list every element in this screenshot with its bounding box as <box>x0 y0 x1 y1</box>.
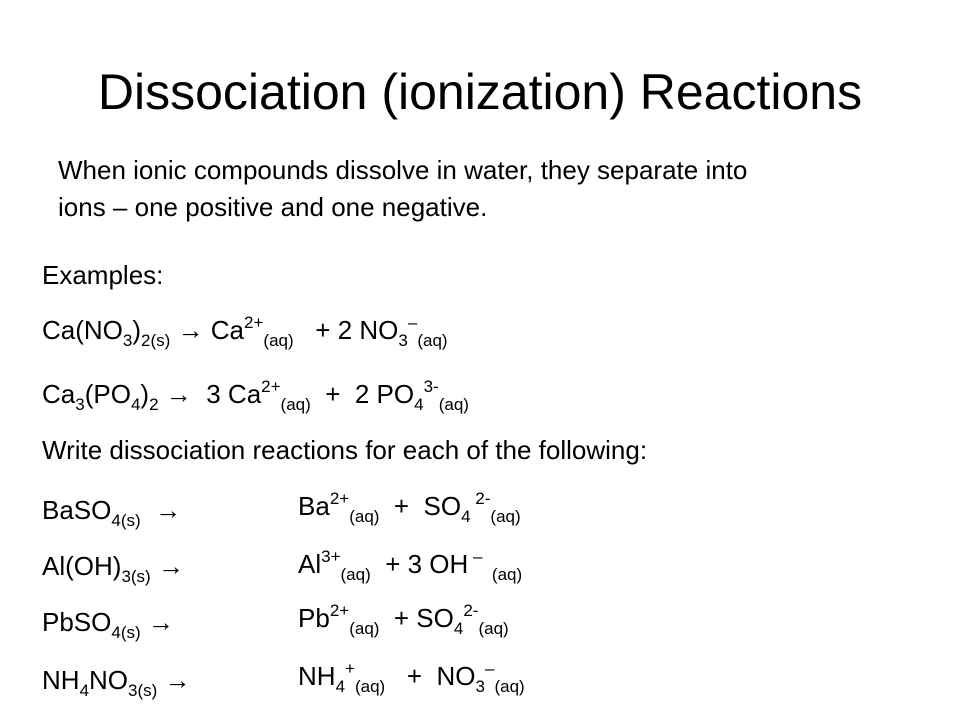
subscript: 3 <box>398 331 408 350</box>
subscript: 4 <box>130 395 141 414</box>
subscript: 4 <box>335 677 346 696</box>
superscript: – <box>407 313 418 332</box>
formula-text: ) <box>132 315 142 345</box>
formula-text: + 3 OH <box>370 549 469 579</box>
exercise-reactant-2 <box>42 550 184 586</box>
formula-text: + NO <box>385 661 476 691</box>
formula-text: + SO <box>379 491 462 521</box>
superscript: – <box>484 659 495 678</box>
exercise-products-3 <box>298 601 509 638</box>
subscript: 4 <box>414 395 424 414</box>
exercise-products-4 <box>298 659 525 696</box>
intro-paragraph <box>58 152 938 226</box>
formula-text: PbSO <box>42 607 112 637</box>
superscript: 2+ <box>329 489 350 508</box>
superscript: 2- <box>470 489 491 508</box>
subscript: (aq) <box>340 565 371 584</box>
formula-text: + SO <box>379 603 454 633</box>
formula-text: Ca <box>42 379 76 409</box>
exercise-reactant-1 <box>42 494 182 530</box>
exercise-reactant-3 <box>42 606 174 642</box>
subscript: (aq) <box>490 507 521 526</box>
examples-heading: Examples: <box>42 260 164 290</box>
formula-text: NO <box>89 665 129 695</box>
subscript: (aq) <box>263 331 294 350</box>
subscript: 4 <box>453 619 464 638</box>
example-equation-2 <box>42 377 469 414</box>
subscript: (aq) <box>280 395 311 414</box>
intro-line-2: ions – one positive and one negative. <box>58 192 488 222</box>
subscript: 3(s) <box>121 567 151 586</box>
formula-text: → <box>140 495 182 525</box>
subscript: (aq) <box>417 331 448 350</box>
subscript: 2(s) <box>141 331 171 350</box>
formula-text: Ba <box>298 491 330 521</box>
subscript: 3 <box>75 395 85 414</box>
superscript: 2+ <box>244 313 264 332</box>
formula-text: Pb <box>298 603 330 633</box>
formula-text: → <box>150 551 184 581</box>
subscript: 4 <box>79 681 90 700</box>
superscript: 2+ <box>329 601 350 620</box>
formula-text: NH <box>298 661 336 691</box>
formula-text: → <box>157 665 191 695</box>
exercise-reactant-4 <box>42 664 191 700</box>
subscript: (aq) <box>438 395 469 414</box>
subscript: (aq) <box>349 507 380 526</box>
intro-line-1: When ionic compounds dissolve in water, they separate into <box>58 155 748 185</box>
formula-text: Ca(NO <box>42 315 123 345</box>
superscript: + <box>345 659 355 678</box>
subscript: (aq) <box>482 565 523 584</box>
formula-text: (PO <box>84 379 131 409</box>
subscript: 4(s) <box>111 511 141 530</box>
subscript: (aq) <box>349 619 380 638</box>
subscript: 3(s) <box>128 681 158 700</box>
formula-text: NH <box>42 665 80 695</box>
subscript: (aq) <box>478 619 509 638</box>
exercise-products-1 <box>298 489 521 526</box>
formula-text: → <box>140 607 174 637</box>
formula-text: Al <box>298 549 322 579</box>
subscript: 3 <box>122 331 133 350</box>
slide-title: Dissociation (ionization) Reactions <box>97 64 863 120</box>
formula-text: BaSO <box>42 495 112 525</box>
formula-text: + 2 NO <box>293 315 399 345</box>
formula-text: → Ca <box>170 315 245 345</box>
subscript: 2 <box>149 395 159 414</box>
superscript: 3- <box>423 377 439 396</box>
superscript: 2+ <box>261 377 281 396</box>
subscript: 3 <box>475 677 485 696</box>
formula-text: Al(OH) <box>42 551 122 581</box>
exercise-products-2 <box>298 547 523 584</box>
subscript: (aq) <box>494 677 525 696</box>
exercise-prompt: Write dissociation reactions for each of the following: <box>42 435 648 465</box>
subscript: 4 <box>461 507 471 526</box>
superscript: 2- <box>463 601 479 620</box>
example-equation-1 <box>42 313 448 350</box>
subscript: (aq) <box>354 677 386 696</box>
superscript: 3+ <box>321 547 341 566</box>
formula-text: → 3 Ca <box>158 379 262 409</box>
formula-text: ) <box>140 379 150 409</box>
subscript: 4(s) <box>111 623 141 642</box>
formula-text: + 2 PO <box>310 379 415 409</box>
superscript: – <box>468 547 483 566</box>
